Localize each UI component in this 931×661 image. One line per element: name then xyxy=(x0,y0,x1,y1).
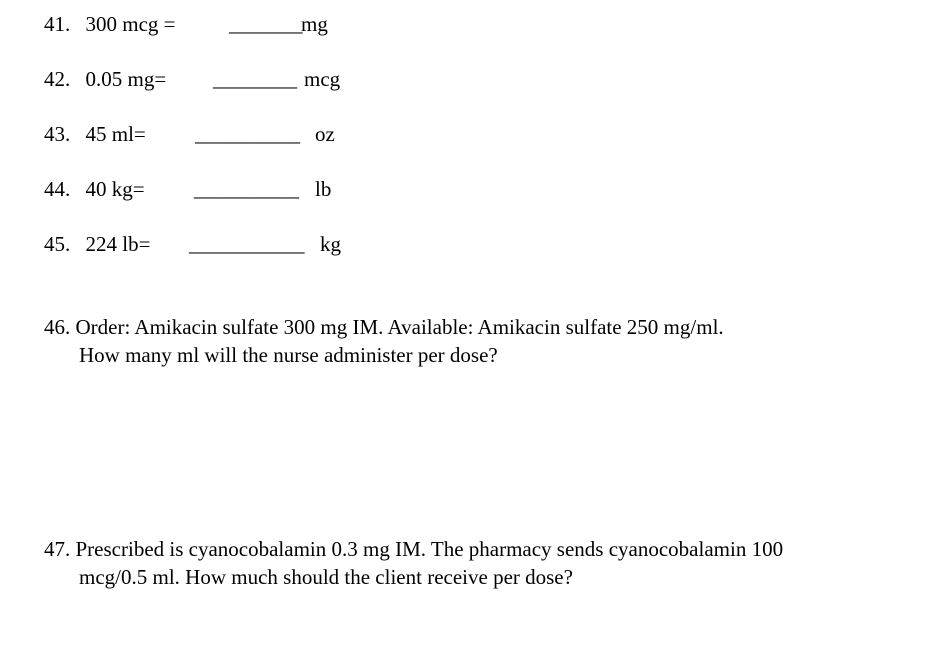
answer-unit: lb xyxy=(315,177,332,201)
question-41 xyxy=(44,12,176,36)
answer-unit: kg xyxy=(320,232,341,256)
question-47 xyxy=(44,535,783,591)
question-number: 47. xyxy=(44,537,71,561)
question-number: 45. xyxy=(44,232,71,256)
question-45 xyxy=(44,232,150,256)
question-expression: 40 kg= xyxy=(85,177,145,201)
answer-unit: mg xyxy=(301,12,328,36)
question-43 xyxy=(44,122,146,146)
question-46 xyxy=(44,313,724,369)
question-42 xyxy=(44,67,166,91)
question-number: 42. xyxy=(44,67,71,91)
answer-unit: oz xyxy=(315,122,335,146)
question-number: 46. xyxy=(44,315,71,339)
answer-unit: mcg xyxy=(304,67,341,91)
question-44 xyxy=(44,177,145,201)
question-number: 43. xyxy=(44,122,71,146)
question-text-line2: How many ml will the nurse administer per dose? xyxy=(79,343,498,367)
question-expression: 0.05 mg= xyxy=(85,67,167,91)
question-text-line2: mcg/0.5 ml. How much should the client receive per dose? xyxy=(79,565,573,589)
question-expression: 224 lb= xyxy=(85,232,151,256)
answer-blank[interactable]: ___________ xyxy=(189,232,305,256)
answer-blank[interactable]: __________ xyxy=(195,122,300,146)
answer-blank[interactable]: _______ xyxy=(229,12,303,36)
answer-blank[interactable]: ________ xyxy=(213,67,297,91)
question-expression: 45 ml= xyxy=(85,122,146,146)
question-text-line1: Order: Amikacin sulfate 300 mg IM. Available: Amikacin sulfate 250 mg/ml. xyxy=(75,315,724,339)
answer-blank[interactable]: __________ xyxy=(194,177,299,201)
question-text-line1: Prescribed is cyanocobalamin 0.3 mg IM. The pharmacy sends cyanocobalamin 100 xyxy=(75,537,784,561)
question-number: 41. xyxy=(44,12,71,36)
question-number: 44. xyxy=(44,177,71,201)
question-expression: 300 mcg = xyxy=(85,12,176,36)
